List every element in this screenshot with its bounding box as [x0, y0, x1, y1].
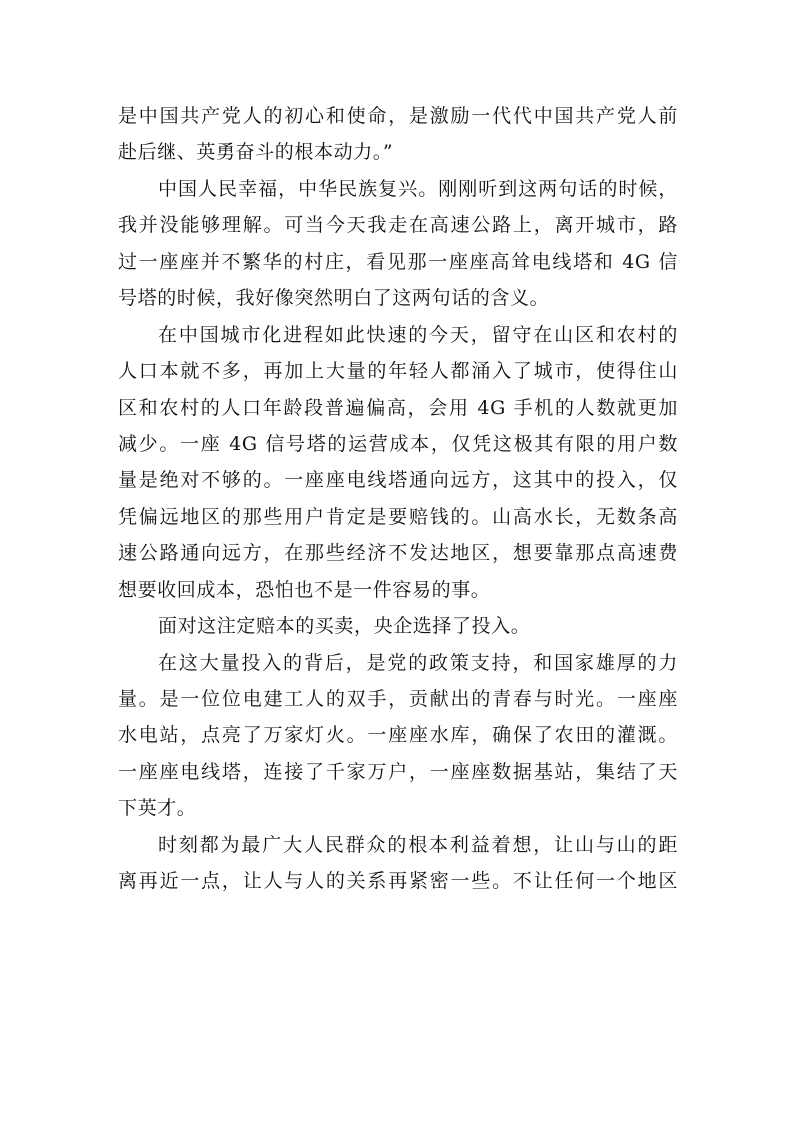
text-line: 凭偏远地区的那些用户肯定是要赔钱的。山高水长，无数条高 — [118, 505, 678, 528]
text-line: 我并没能够理解。可当今天我走在高速公路上，离开城市，路 — [118, 214, 678, 237]
text-line: 时刻都为最广大人民群众的根本利益着想，让山与山的距 — [158, 833, 678, 856]
text-line: 减少。一座 4G 信号塔的运营成本，仅凭这极其有限的用户数 — [118, 432, 678, 455]
text-line: 下英才。 — [118, 797, 197, 820]
text-line: 面对这注定赔本的买卖，央企选择了投入。 — [158, 615, 531, 638]
text-line: 过一座座并不繁华的村庄，看见那一座座高耸电线塔和 4G 信 — [118, 250, 678, 273]
text-line: 区和农村的人口年龄段普遍偏高，会用 4G 手机的人数就更加 — [118, 396, 678, 419]
text-line: 水电站，点亮了万家灯火。一座座水库，确保了农田的灌溉。 — [118, 724, 678, 747]
text-line: 号塔的时候，我好像突然明白了这两句话的含义。 — [118, 287, 550, 310]
text-line: 离再近一点，让人与人的关系再紧密一些。不让任何一个地区 — [118, 870, 678, 893]
text-line: 人口本就不多，再加上大量的年轻人都涌入了城市，使得住山 — [118, 360, 678, 383]
text-line: 中国人民幸福，中华民族复兴。刚刚听到这两句话的时候， — [158, 177, 678, 200]
document-body — [118, 98, 678, 900]
text-line: 一座座电线塔，连接了千家万户，一座座数据基站，集结了天 — [118, 760, 678, 783]
text-line: 是中国共产党人的初心和使命，是激励一代代中国共产党人前 — [118, 105, 678, 127]
text-line: 想要收回成本，恐怕也不是一件容易的事。 — [118, 578, 491, 601]
text-line: 量是绝对不够的。一座座电线塔通向远方，这其中的投入，仅 — [118, 469, 678, 492]
text-line: 量。是一位位电建工人的双手，贡献出的青春与时光。一座座 — [118, 688, 678, 710]
text-line: 在中国城市化进程如此快速的今天，留守在山区和农村的 — [158, 323, 678, 346]
text-line: 速公路通向远方，在那些经济不发达地区，想要靠那点高速费 — [118, 542, 678, 565]
text-line: 赴后继、英勇奋斗的根本动力。” — [118, 141, 394, 164]
text-line: 在这大量投入的背后，是党的政策支持，和国家雄厚的力 — [158, 651, 678, 674]
